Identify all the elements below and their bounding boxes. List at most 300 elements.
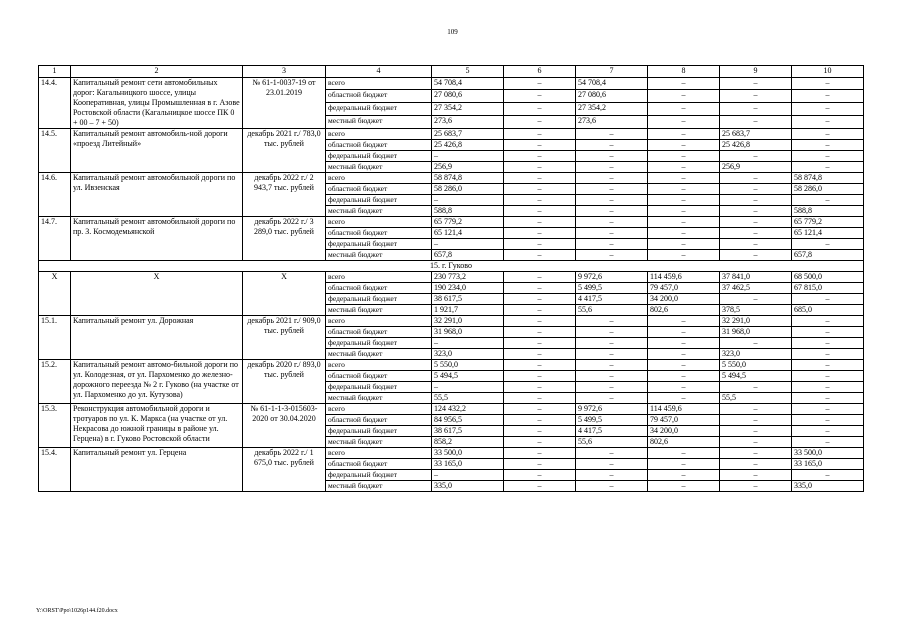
amount-cell: – — [648, 150, 720, 161]
item-number: 14.4. — [39, 77, 71, 128]
budget-type-label: областной бюджет — [326, 139, 432, 150]
amount-cell: – — [504, 139, 576, 150]
amount-cell: – — [504, 227, 576, 238]
amount-cell: 27 354,2 — [576, 103, 648, 116]
amount-cell: 58 286,0 — [792, 183, 864, 194]
item-number: 15.2. — [39, 360, 71, 404]
budget-type-label: федеральный бюджет — [326, 150, 432, 161]
amount-cell: – — [504, 382, 576, 393]
amount-cell: 335,0 — [432, 481, 504, 492]
amount-cell: – — [720, 448, 792, 459]
amount-cell: – — [648, 205, 720, 216]
amount-cell: – — [648, 448, 720, 459]
budget-type-label: местный бюджет — [326, 249, 432, 260]
amount-cell: 65 779,2 — [432, 216, 504, 227]
amount-cell: 55,5 — [720, 393, 792, 404]
amount-cell: – — [432, 194, 504, 205]
amount-cell: – — [576, 227, 648, 238]
amount-cell: 25 683,7 — [432, 128, 504, 139]
amount-cell: – — [576, 316, 648, 327]
column-header: 5 — [432, 66, 504, 78]
amount-cell: – — [792, 103, 864, 116]
amount-cell: – — [720, 294, 792, 305]
budget-type-label: федеральный бюджет — [326, 294, 432, 305]
amount-cell: 34 200,0 — [648, 426, 720, 437]
budget-type-label: областной бюджет — [326, 459, 432, 470]
amount-cell: – — [504, 393, 576, 404]
column-header: 7 — [576, 66, 648, 78]
amount-cell: – — [432, 150, 504, 161]
budget-type-label: всего — [326, 360, 432, 371]
amount-cell: – — [720, 437, 792, 448]
amount-cell: 55,6 — [576, 305, 648, 316]
item-name: Капитальный ремонт автомобильной дороги по ул. Ивзенская — [71, 172, 243, 216]
item-document: декабрь 2022 г./ 1 675,0 тыс. рублей — [243, 448, 326, 492]
amount-cell: – — [648, 470, 720, 481]
amount-cell: – — [720, 404, 792, 415]
amount-cell: 33 500,0 — [432, 448, 504, 459]
budget-type-label: федеральный бюджет — [326, 426, 432, 437]
section-title: 15. г. Гуково — [39, 260, 864, 272]
amount-cell: – — [720, 426, 792, 437]
amount-cell: 79 457,0 — [648, 283, 720, 294]
amount-cell: 190 234,0 — [432, 283, 504, 294]
amount-cell: 378,5 — [720, 305, 792, 316]
budget-type-label: всего — [326, 404, 432, 415]
amount-cell: – — [648, 327, 720, 338]
amount-cell: – — [648, 172, 720, 183]
amount-cell: – — [576, 349, 648, 360]
section-marker: Х — [39, 272, 71, 316]
amount-cell: – — [504, 283, 576, 294]
amount-cell: 802,6 — [648, 437, 720, 448]
budget-type-label: федеральный бюджет — [326, 382, 432, 393]
amount-cell: 27 080,6 — [576, 90, 648, 103]
budget-type-label: всего — [326, 77, 432, 90]
section-marker: Х — [71, 272, 243, 316]
amount-cell: 79 457,0 — [648, 415, 720, 426]
item-number: 14.7. — [39, 216, 71, 260]
amount-cell: 25 683,7 — [720, 128, 792, 139]
budget-type-label: всего — [326, 316, 432, 327]
amount-cell: 58 874,8 — [432, 172, 504, 183]
item-document: декабрь 2021 г./ 783,0 тыс. рублей — [243, 128, 326, 172]
amount-cell: 54 708,4 — [432, 77, 504, 90]
budget-type-label: местный бюджет — [326, 349, 432, 360]
amount-cell: – — [720, 481, 792, 492]
amount-cell: – — [504, 437, 576, 448]
budget-type-label: областной бюджет — [326, 90, 432, 103]
amount-cell: 27 080,6 — [432, 90, 504, 103]
amount-cell: – — [792, 139, 864, 150]
column-header-row — [39, 66, 864, 78]
amount-cell: – — [648, 238, 720, 249]
amount-cell: 323,0 — [432, 349, 504, 360]
amount-cell: 32 291,0 — [432, 316, 504, 327]
amount-cell: 65 121,4 — [432, 227, 504, 238]
amount-cell: – — [648, 360, 720, 371]
amount-cell: – — [720, 216, 792, 227]
item-name: Капитальный ремонт ул. Герцена — [71, 448, 243, 492]
amount-cell: – — [648, 338, 720, 349]
amount-cell: – — [648, 316, 720, 327]
amount-cell: – — [432, 238, 504, 249]
column-header: 8 — [648, 66, 720, 78]
amount-cell: 273,6 — [576, 115, 648, 128]
budget-type-label: федеральный бюджет — [326, 194, 432, 205]
budget-type-label: областной бюджет — [326, 183, 432, 194]
amount-cell: – — [504, 90, 576, 103]
amount-cell: – — [576, 216, 648, 227]
amount-cell: 5 550,0 — [720, 360, 792, 371]
amount-cell: – — [504, 415, 576, 426]
table-row — [39, 172, 864, 183]
amount-cell: 54 708,4 — [576, 77, 648, 90]
amount-cell: – — [720, 382, 792, 393]
amount-cell: – — [576, 128, 648, 139]
column-header: 6 — [504, 66, 576, 78]
amount-cell: – — [720, 227, 792, 238]
amount-cell: – — [648, 216, 720, 227]
amount-cell: – — [792, 161, 864, 172]
amount-cell: 1 921,7 — [432, 305, 504, 316]
amount-cell: – — [792, 360, 864, 371]
amount-cell: – — [648, 161, 720, 172]
amount-cell: 38 617,5 — [432, 294, 504, 305]
amount-cell: 33 165,0 — [432, 459, 504, 470]
item-number: 14.5. — [39, 128, 71, 172]
budget-type-label: всего — [326, 128, 432, 139]
amount-cell: 114 459,6 — [648, 404, 720, 415]
item-name: Реконструкция автомобильной дороги и тротуаров по ул. К. Маркса (на участке от ул. Некрасова до южной границы в районе ул. Герцена) в г. Гуково Ростовской области — [71, 404, 243, 448]
amount-cell: – — [432, 470, 504, 481]
amount-cell: – — [792, 404, 864, 415]
amount-cell: – — [720, 172, 792, 183]
amount-cell: – — [648, 349, 720, 360]
amount-cell: – — [576, 481, 648, 492]
amount-cell: 5 494,5 — [720, 371, 792, 382]
amount-cell: 256,9 — [432, 161, 504, 172]
item-document: декабрь 2022 г./ 2 943,7 тыс. рублей — [243, 172, 326, 216]
amount-cell: – — [792, 77, 864, 90]
amount-cell: – — [504, 305, 576, 316]
amount-cell: – — [576, 172, 648, 183]
amount-cell: – — [504, 150, 576, 161]
amount-cell: 65 121,4 — [792, 227, 864, 238]
table-row — [39, 216, 864, 227]
amount-cell: – — [504, 205, 576, 216]
budget-type-label: местный бюджет — [326, 205, 432, 216]
amount-cell: – — [648, 227, 720, 238]
amount-cell: – — [720, 415, 792, 426]
amount-cell: – — [576, 470, 648, 481]
amount-cell: 685,0 — [792, 305, 864, 316]
item-name: Капитальный ремонт автомобильной дороги по пр. З. Космодемьянской — [71, 216, 243, 260]
amount-cell: 588,8 — [432, 205, 504, 216]
section-title-row — [39, 260, 864, 272]
budget-type-label: местный бюджет — [326, 393, 432, 404]
amount-cell: – — [792, 393, 864, 404]
amount-cell: – — [576, 327, 648, 338]
amount-cell: 25 426,8 — [432, 139, 504, 150]
amount-cell: – — [648, 90, 720, 103]
item-name: Капитальный ремонт ул. Дорожная — [71, 316, 243, 360]
amount-cell: – — [576, 448, 648, 459]
amount-cell: – — [504, 115, 576, 128]
budget-type-label: местный бюджет — [326, 115, 432, 128]
amount-cell: – — [504, 371, 576, 382]
amount-cell: – — [648, 249, 720, 260]
amount-cell: 37 841,0 — [720, 272, 792, 283]
budget-type-label: областной бюджет — [326, 283, 432, 294]
amount-cell: – — [576, 338, 648, 349]
amount-cell: – — [648, 459, 720, 470]
amount-cell: – — [792, 338, 864, 349]
amount-cell: – — [432, 382, 504, 393]
amount-cell: 33 165,0 — [792, 459, 864, 470]
amount-cell: – — [720, 183, 792, 194]
amount-cell: 55,5 — [432, 393, 504, 404]
budget-type-label: областной бюджет — [326, 415, 432, 426]
amount-cell: – — [648, 183, 720, 194]
budget-table — [38, 65, 864, 492]
section-marker: Х — [243, 272, 326, 316]
amount-cell: 37 462,5 — [720, 283, 792, 294]
page-number: 109 — [447, 28, 458, 36]
item-number: 15.4. — [39, 448, 71, 492]
amount-cell: – — [432, 338, 504, 349]
amount-cell: – — [792, 327, 864, 338]
amount-cell: – — [576, 360, 648, 371]
table-row — [39, 128, 864, 139]
amount-cell: – — [792, 238, 864, 249]
column-header: 9 — [720, 66, 792, 78]
amount-cell: – — [504, 327, 576, 338]
amount-cell: – — [720, 103, 792, 116]
amount-cell: – — [720, 470, 792, 481]
budget-type-label: местный бюджет — [326, 437, 432, 448]
amount-cell: – — [720, 459, 792, 470]
item-name: Капитальный ремонт автомо-бильной дороги по ул. Колодезная, от ул. Пархоменко до железно-дорожного переезда № 2 г. Гуково (на участке от ул. Пархоменко до ул. Кутузова) — [71, 360, 243, 404]
amount-cell: – — [576, 205, 648, 216]
amount-cell: 58 286,0 — [432, 183, 504, 194]
amount-cell: – — [504, 216, 576, 227]
amount-cell: – — [792, 371, 864, 382]
amount-cell: – — [648, 194, 720, 205]
item-name: Капитальный ремонт сети автомобильных дорог: Кагальницкого шоссе, улицы Кооперативная, улицы Промышленная в г. Азове Ростовской области (Кагальницкое шоссе ПК 0 + 00 – 7 + 50) — [71, 77, 243, 128]
amount-cell: 5 550,0 — [432, 360, 504, 371]
table-row — [39, 404, 864, 415]
amount-cell: 124 432,2 — [432, 404, 504, 415]
budget-type-label: всего — [326, 172, 432, 183]
budget-type-label: федеральный бюджет — [326, 470, 432, 481]
amount-cell: 657,8 — [792, 249, 864, 260]
item-document: декабрь 2020 г./ 893,0 тыс. рублей — [243, 360, 326, 404]
amount-cell: 5 494,5 — [432, 371, 504, 382]
budget-type-label: местный бюджет — [326, 161, 432, 172]
amount-cell: 9 972,6 — [576, 272, 648, 283]
amount-cell: – — [648, 103, 720, 116]
amount-cell: – — [504, 103, 576, 116]
amount-cell: – — [720, 205, 792, 216]
amount-cell: – — [648, 115, 720, 128]
amount-cell: – — [504, 161, 576, 172]
budget-type-label: всего — [326, 272, 432, 283]
column-header: 2 — [71, 66, 243, 78]
amount-cell: – — [576, 382, 648, 393]
amount-cell: – — [504, 338, 576, 349]
amount-cell: – — [576, 183, 648, 194]
item-name: Капитальный ремонт автомобиль-ной дороги «проезд Литейный» — [71, 128, 243, 172]
amount-cell: 588,8 — [792, 205, 864, 216]
amount-cell: – — [576, 161, 648, 172]
table-row — [39, 316, 864, 327]
amount-cell: – — [576, 150, 648, 161]
amount-cell: – — [720, 238, 792, 249]
amount-cell: – — [648, 382, 720, 393]
budget-type-label: областной бюджет — [326, 327, 432, 338]
section-total-row — [39, 272, 864, 283]
item-number: 15.1. — [39, 316, 71, 360]
amount-cell: – — [648, 128, 720, 139]
item-document: № 61-1-0037-19 от 23.01.2019 — [243, 77, 326, 128]
amount-cell: – — [504, 360, 576, 371]
column-header: 1 — [39, 66, 71, 78]
budget-type-label: федеральный бюджет — [326, 338, 432, 349]
amount-cell: 55,6 — [576, 437, 648, 448]
amount-cell: – — [720, 77, 792, 90]
amount-cell: – — [792, 150, 864, 161]
amount-cell: – — [648, 371, 720, 382]
table-row — [39, 360, 864, 371]
amount-cell: – — [576, 393, 648, 404]
item-document: декабрь 2021 г./ 909,0 тыс. рублей — [243, 316, 326, 360]
amount-cell: – — [792, 115, 864, 128]
amount-cell: – — [504, 470, 576, 481]
amount-cell: 32 291,0 — [720, 316, 792, 327]
amount-cell: 4 417,5 — [576, 294, 648, 305]
amount-cell: – — [504, 128, 576, 139]
table-body — [39, 66, 864, 492]
amount-cell: 335,0 — [792, 481, 864, 492]
amount-cell: – — [792, 415, 864, 426]
amount-cell: 34 200,0 — [648, 294, 720, 305]
column-header: 3 — [243, 66, 326, 78]
amount-cell: 67 815,0 — [792, 283, 864, 294]
amount-cell: 323,0 — [720, 349, 792, 360]
amount-cell: – — [504, 183, 576, 194]
file-path-footer: Y:\ORST\Ppo\1026p144.f20.docx — [36, 608, 118, 614]
amount-cell: 5 499,5 — [576, 283, 648, 294]
amount-cell: – — [576, 194, 648, 205]
amount-cell: – — [504, 404, 576, 415]
amount-cell: 858,2 — [432, 437, 504, 448]
amount-cell: 38 617,5 — [432, 426, 504, 437]
item-number: 14.6. — [39, 172, 71, 216]
amount-cell: – — [504, 77, 576, 90]
item-document: № 61-1-1-3-015603-2020 от 30.04.2020 — [243, 404, 326, 448]
amount-cell: – — [576, 249, 648, 260]
amount-cell: – — [720, 115, 792, 128]
amount-cell: – — [720, 338, 792, 349]
amount-cell: 273,6 — [432, 115, 504, 128]
amount-cell: – — [504, 294, 576, 305]
budget-type-label: федеральный бюджет — [326, 238, 432, 249]
budget-type-label: всего — [326, 216, 432, 227]
amount-cell: – — [504, 249, 576, 260]
budget-type-label: областной бюджет — [326, 227, 432, 238]
amount-cell: 9 972,6 — [576, 404, 648, 415]
amount-cell: – — [720, 249, 792, 260]
amount-cell: 31 968,0 — [720, 327, 792, 338]
amount-cell: – — [648, 77, 720, 90]
table-row — [39, 77, 864, 90]
amount-cell: – — [792, 426, 864, 437]
amount-cell: 230 773,2 — [432, 272, 504, 283]
amount-cell: 33 500,0 — [792, 448, 864, 459]
amount-cell: – — [720, 90, 792, 103]
amount-cell: – — [504, 426, 576, 437]
amount-cell: 68 500,0 — [792, 272, 864, 283]
amount-cell: – — [720, 194, 792, 205]
amount-cell: – — [792, 437, 864, 448]
budget-type-label: федеральный бюджет — [326, 103, 432, 116]
column-header: 10 — [792, 66, 864, 78]
amount-cell: – — [576, 238, 648, 249]
amount-cell: – — [504, 349, 576, 360]
budget-type-label: областной бюджет — [326, 371, 432, 382]
budget-type-label: всего — [326, 448, 432, 459]
amount-cell: – — [576, 371, 648, 382]
amount-cell: 657,8 — [432, 249, 504, 260]
amount-cell: – — [504, 481, 576, 492]
amount-cell: 4 417,5 — [576, 426, 648, 437]
column-header: 4 — [326, 66, 432, 78]
amount-cell: – — [576, 139, 648, 150]
amount-cell: 5 499,5 — [576, 415, 648, 426]
amount-cell: – — [792, 470, 864, 481]
amount-cell: 31 968,0 — [432, 327, 504, 338]
amount-cell: – — [576, 459, 648, 470]
amount-cell: – — [792, 382, 864, 393]
amount-cell: – — [792, 294, 864, 305]
amount-cell: 58 874,8 — [792, 172, 864, 183]
amount-cell: – — [792, 194, 864, 205]
amount-cell: – — [720, 150, 792, 161]
amount-cell: 27 354,2 — [432, 103, 504, 116]
amount-cell: – — [504, 272, 576, 283]
amount-cell: – — [504, 172, 576, 183]
table-row — [39, 448, 864, 459]
item-document: декабрь 2022 г./ 3 289,0 тыс. рублей — [243, 216, 326, 260]
amount-cell: – — [504, 194, 576, 205]
amount-cell: – — [504, 238, 576, 249]
amount-cell: – — [792, 349, 864, 360]
amount-cell: – — [792, 128, 864, 139]
amount-cell: – — [648, 481, 720, 492]
amount-cell: – — [504, 448, 576, 459]
amount-cell: – — [648, 139, 720, 150]
amount-cell: – — [504, 459, 576, 470]
budget-type-label: местный бюджет — [326, 481, 432, 492]
amount-cell: – — [792, 90, 864, 103]
amount-cell: 84 956,5 — [432, 415, 504, 426]
budget-type-label: местный бюджет — [326, 305, 432, 316]
amount-cell: – — [648, 393, 720, 404]
amount-cell: – — [792, 316, 864, 327]
amount-cell: 256,9 — [720, 161, 792, 172]
amount-cell: 65 779,2 — [792, 216, 864, 227]
